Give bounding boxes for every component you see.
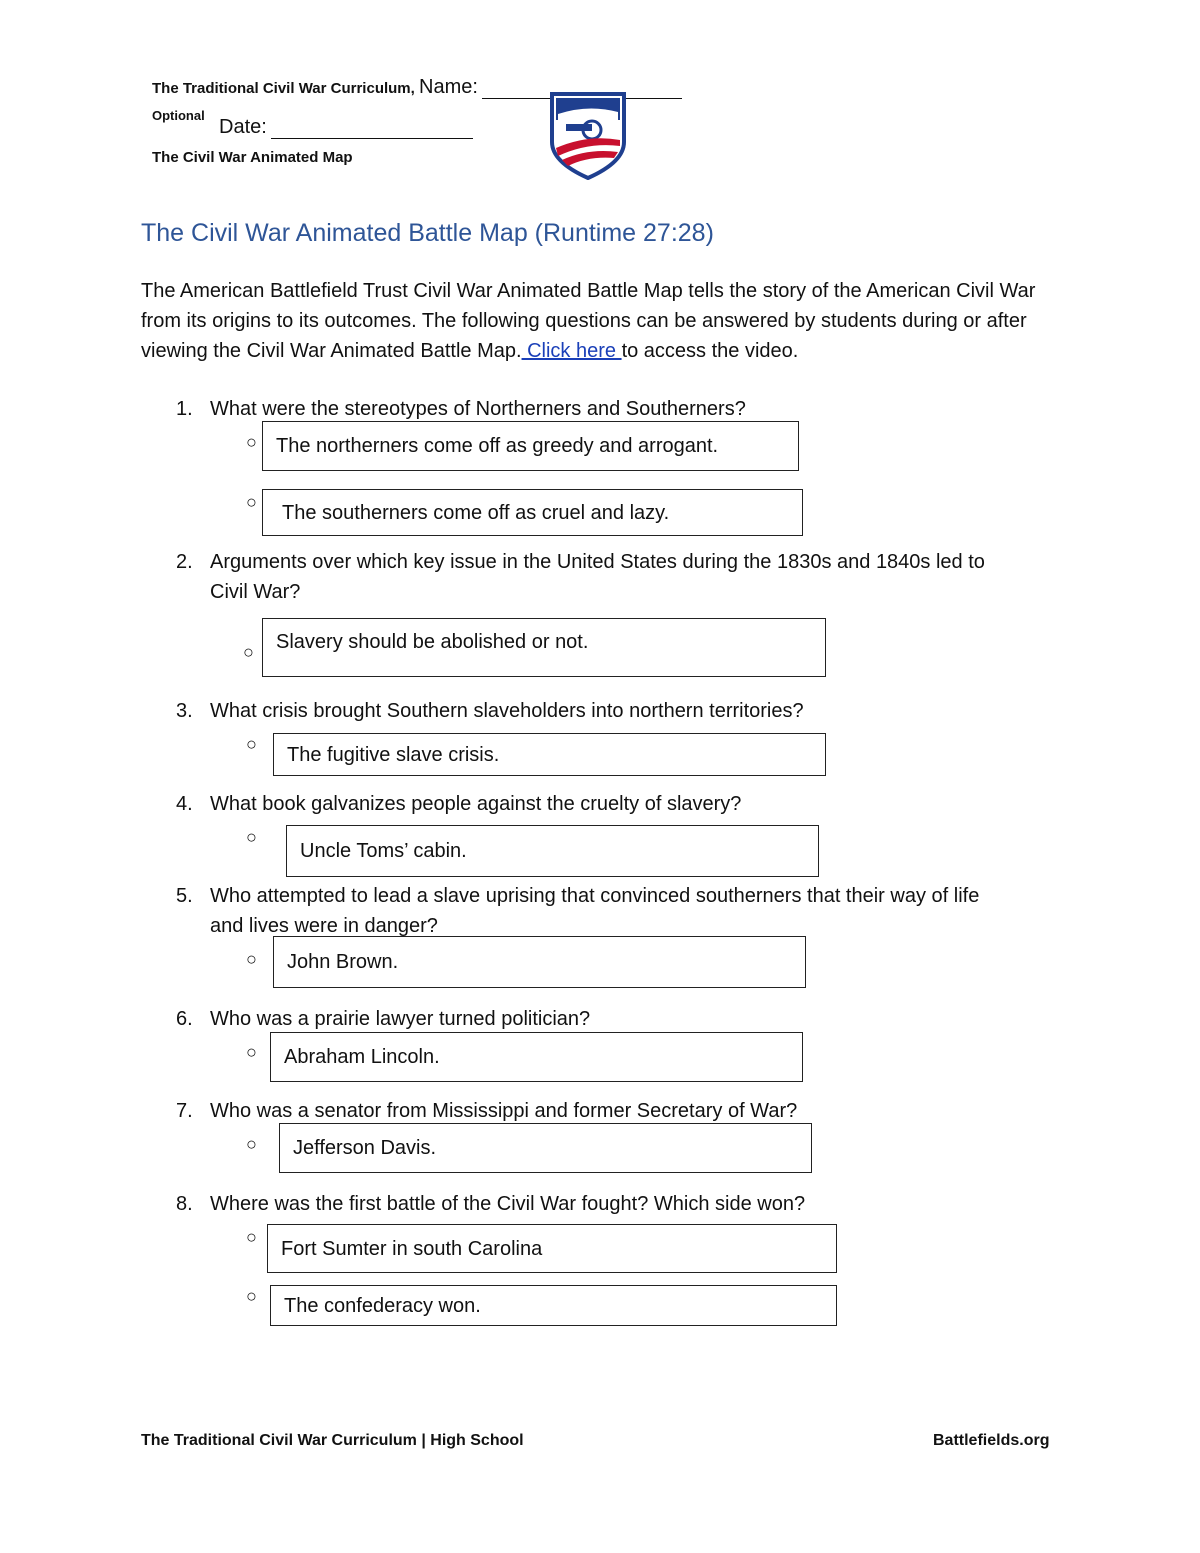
bullet-icon: ○ [246,827,257,847]
answer-box[interactable]: John Brown. [273,936,806,988]
question-text: Where was the first battle of the Civil War fought? Which side won? [210,1193,806,1215]
battlefield-trust-shield-icon [548,90,628,180]
answer-box[interactable]: Uncle Toms’ cabin. [286,825,819,877]
question-text-continued: Civil War? [210,581,301,603]
curriculum-label: The Traditional Civil War Curriculum, [152,80,415,97]
bullet-icon: ○ [246,1134,257,1154]
question-3: 3. What crisis brought Southern slaveholders into northern territories? [176,700,804,722]
answer-box[interactable]: The fugitive slave crisis. [273,733,826,776]
question-1: 1. What were the stereotypes of Northerners and Southerners? [176,398,746,420]
question-7: 7. Who was a senator from Mississippi and former Secretary of War? [176,1100,798,1122]
question-4: 4. What book galvanizes people against the cruelty of slavery? [176,793,742,815]
bullet-icon: ○ [246,1042,257,1062]
optional-label: Optional [152,108,205,123]
question-text: Who attempted to lead a slave uprising that convinced southerners that their way of life [210,885,980,907]
name-label: Name: [419,76,478,98]
date-field[interactable] [271,120,473,139]
footer-right: Battlefields.org [933,1432,1050,1449]
question-text: Who was a senator from Mississippi and former Secretary of War? [210,1100,798,1122]
click-here-link[interactable]: Click here [521,340,622,362]
footer-left: The Traditional Civil War Curriculum | High School [141,1432,524,1449]
header-subtitle: The Civil War Animated Map [152,149,353,166]
answer-box[interactable]: The southerners come off as cruel and lazy. [262,489,803,536]
bullet-icon: ○ [246,734,257,754]
date-label: Date: [219,116,267,138]
page-title: The Civil War Animated Battle Map (Runtime 27:28) [141,219,714,247]
question-text: What book galvanizes people against the cruelty of slavery? [210,793,742,815]
question-6: 6. Who was a prairie lawyer turned politician? [176,1008,591,1030]
bullet-icon: ○ [246,1227,257,1247]
answer-box[interactable]: Jefferson Davis. [279,1123,812,1173]
answer-box[interactable]: Abraham Lincoln. [270,1032,803,1082]
answer-box[interactable]: The confederacy won. [270,1285,837,1326]
bullet-icon: ○ [243,642,254,662]
question-2: 2. Arguments over which key issue in the United States during the 1830s and 1840s led to Civil War? [176,547,1056,607]
intro-text: The American Battlefield Trust Civil War Animated Battle Map tells the story of the American Civil War from its origins to its outcomes. The following questions can be answered by students during or after viewing the Civil War Animated Battle Map. [141,280,1036,362]
intro-after: to access the video. [621,340,799,362]
answer-box[interactable]: Fort Sumter in south Carolina [267,1224,837,1273]
date-line [219,116,473,139]
question-text: Arguments over which key issue in the United States during the 1830s and 1840s led to [210,551,985,573]
bullet-icon: ○ [246,949,257,969]
question-text-continued: and lives were in danger? [210,915,438,937]
question-5: 5. Who attempted to lead a slave uprising that convinced southerners that their way of life and lives were in danger? [176,881,1056,941]
question-text: What were the stereotypes of Northerners and Southerners? [210,398,746,420]
question-8: 8. Where was the first battle of the Civil War fought? Which side won? [176,1193,806,1215]
question-text: Who was a prairie lawyer turned politician? [210,1008,591,1030]
bullet-icon: ○ [246,1286,257,1306]
bullet-icon: ○ [246,432,257,452]
bullet-icon: ○ [246,492,257,512]
answer-box[interactable]: The northerners come off as greedy and arrogant. [262,421,799,471]
question-text: What crisis brought Southern slaveholders into northern territories? [210,700,804,722]
answer-box[interactable]: Slavery should be abolished or not. [262,618,826,677]
intro-paragraph [141,276,1066,366]
